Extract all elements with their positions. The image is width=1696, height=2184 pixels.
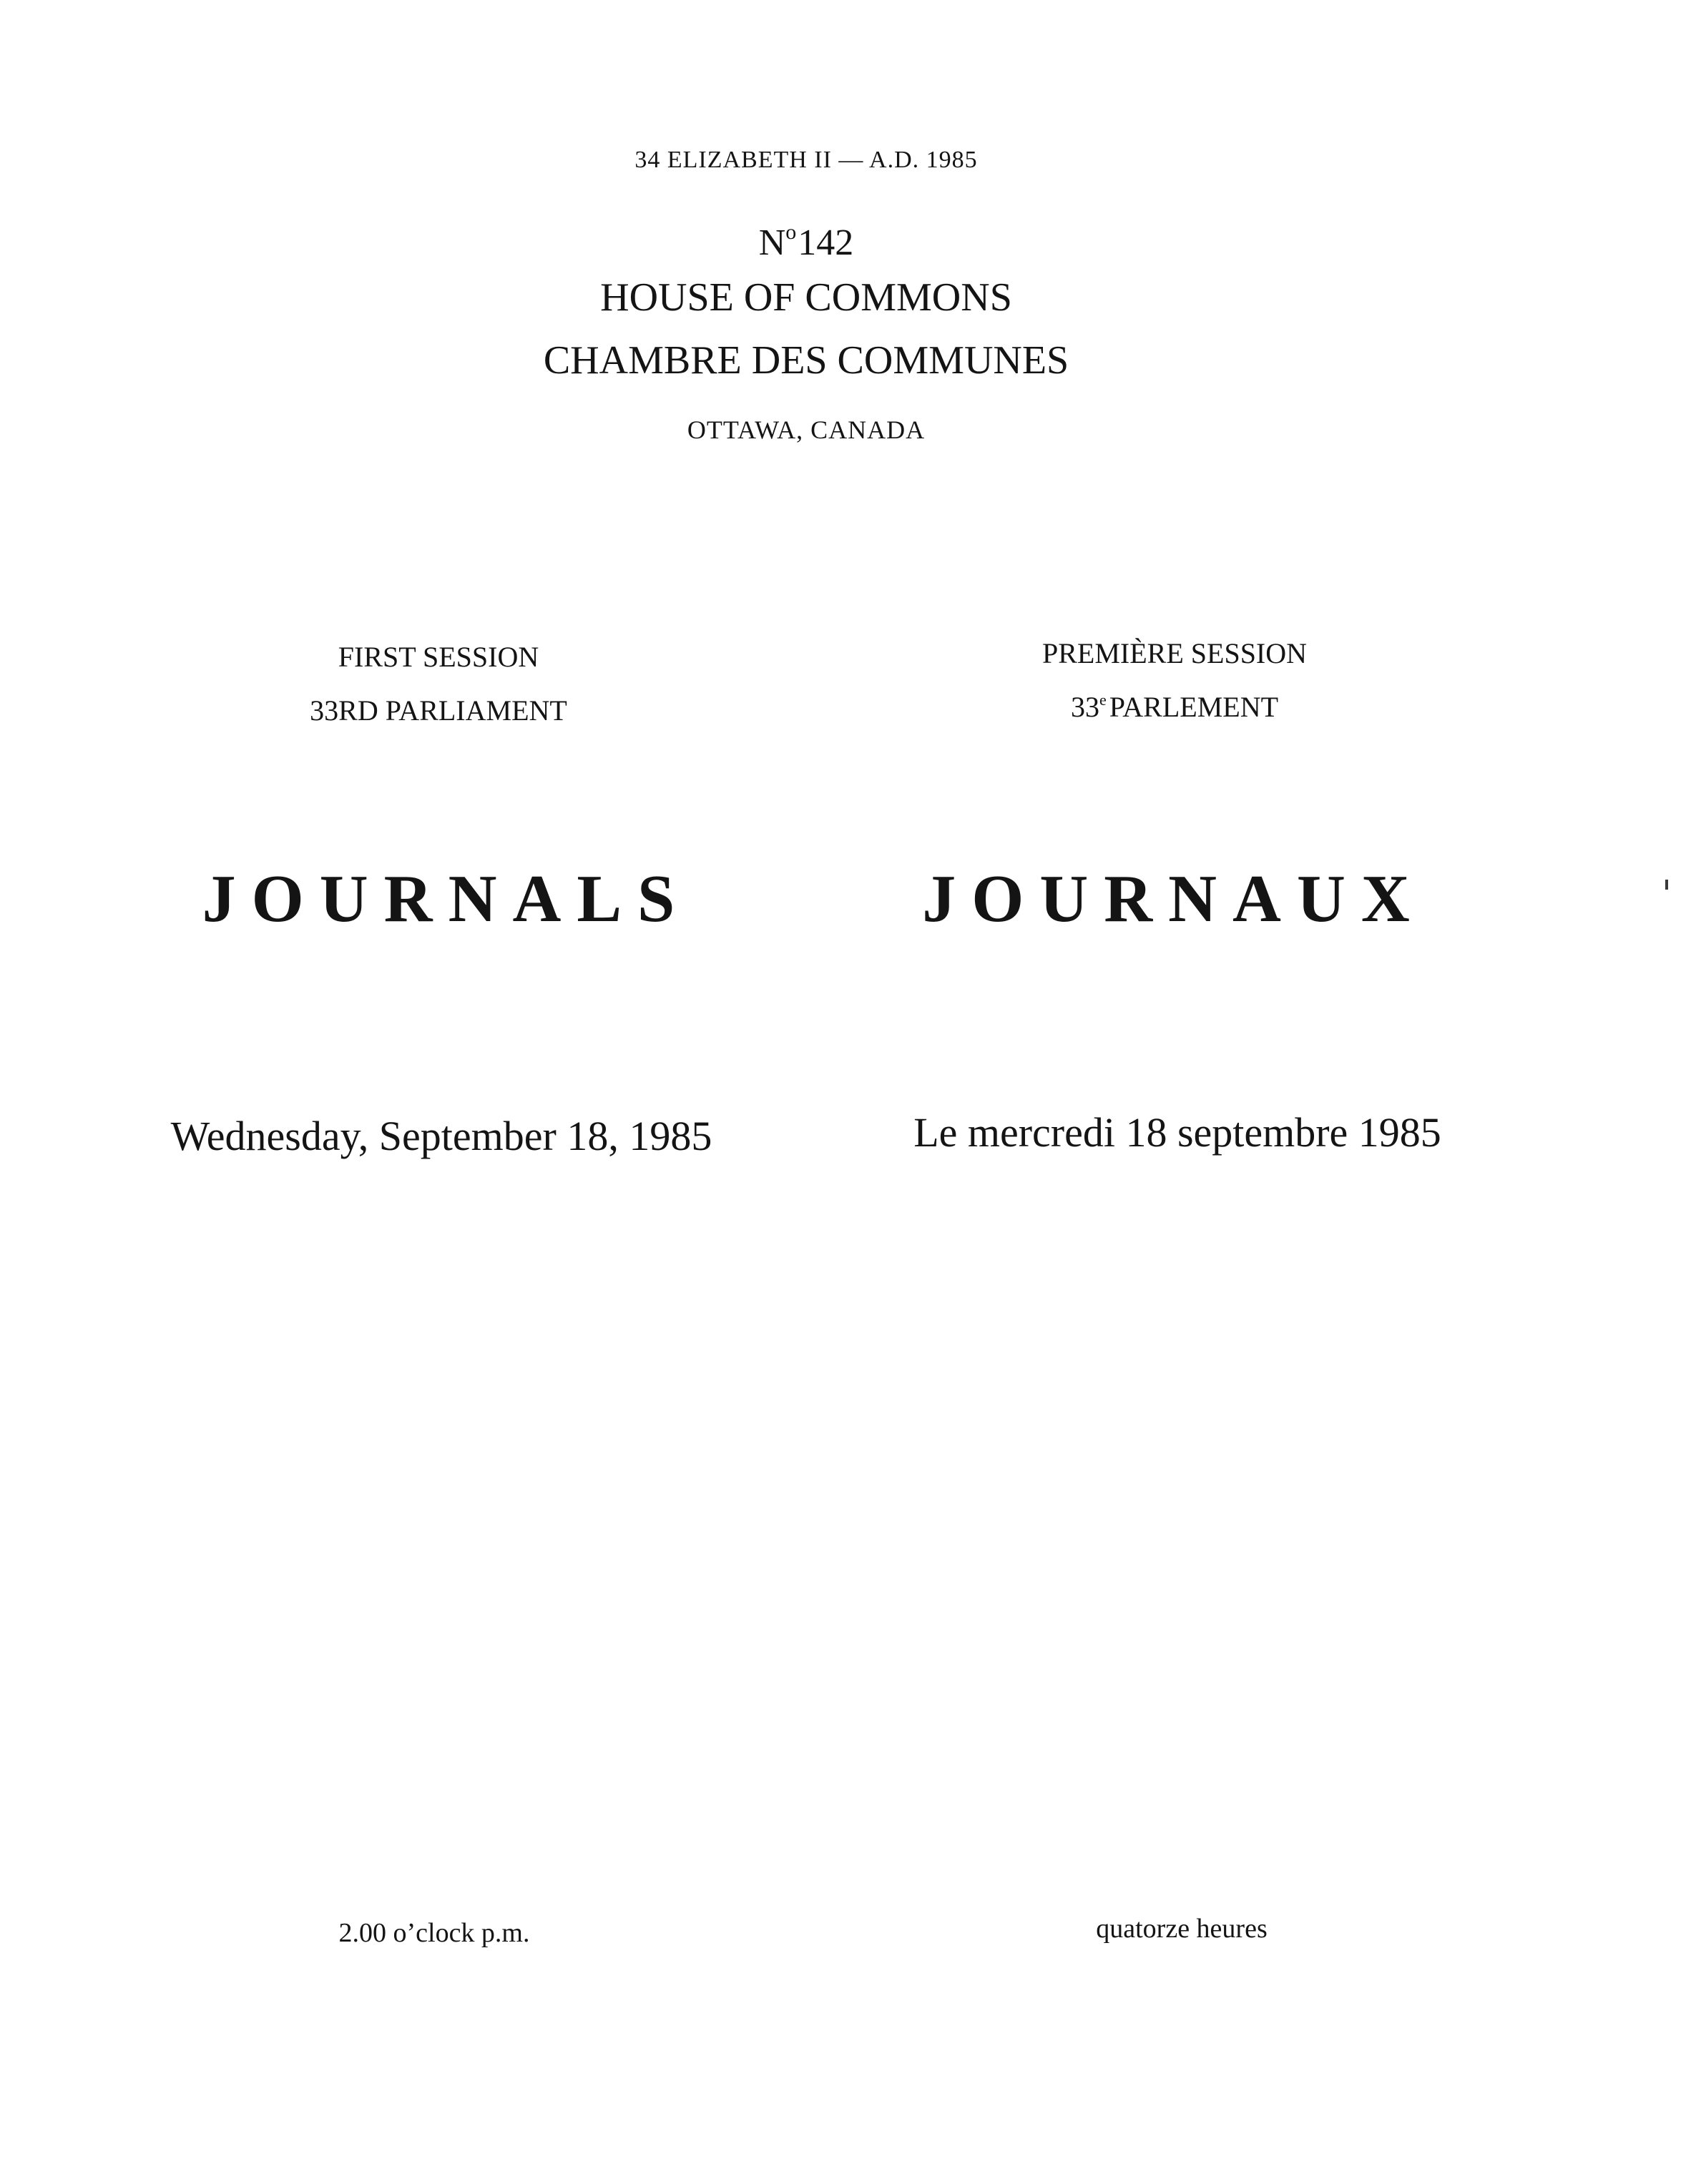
- parliament-word: PARLEMENT: [1109, 691, 1279, 723]
- regnal-year: 34 ELIZABETH II — A.D. 1985: [634, 147, 978, 173]
- title-french: JOURNAUX: [922, 862, 1426, 936]
- journal-number: [759, 222, 854, 262]
- parliament-superscript: e: [1099, 691, 1107, 709]
- title-english: JOURNALS: [202, 862, 691, 936]
- scan-speck: [1665, 880, 1668, 890]
- date-french: Le mercredi 18 septembre 1985: [913, 1109, 1441, 1156]
- house-name-french: CHAMBRE DES COMMUNES: [543, 338, 1069, 383]
- parliament-english: 33RD PARLIAMENT: [310, 694, 567, 727]
- house-name-english: HOUSE OF COMMONS: [600, 275, 1012, 320]
- session-english: FIRST SESSION: [338, 641, 539, 673]
- parliament-number: 33: [1070, 691, 1099, 723]
- time-english: 2.00 o’clock p.m.: [338, 1918, 530, 1948]
- number-superscript: o: [785, 220, 797, 244]
- parliament-french: [1071, 692, 1278, 722]
- number-value: 142: [798, 222, 854, 263]
- date-english: Wednesday, September 18, 1985: [170, 1113, 712, 1159]
- time-french: quatorze heures: [1096, 1914, 1268, 1944]
- session-french: PREMIÈRE SESSION: [1041, 637, 1308, 669]
- number-prefix: N: [758, 222, 786, 263]
- place-line: OTTAWA, CANADA: [687, 415, 926, 444]
